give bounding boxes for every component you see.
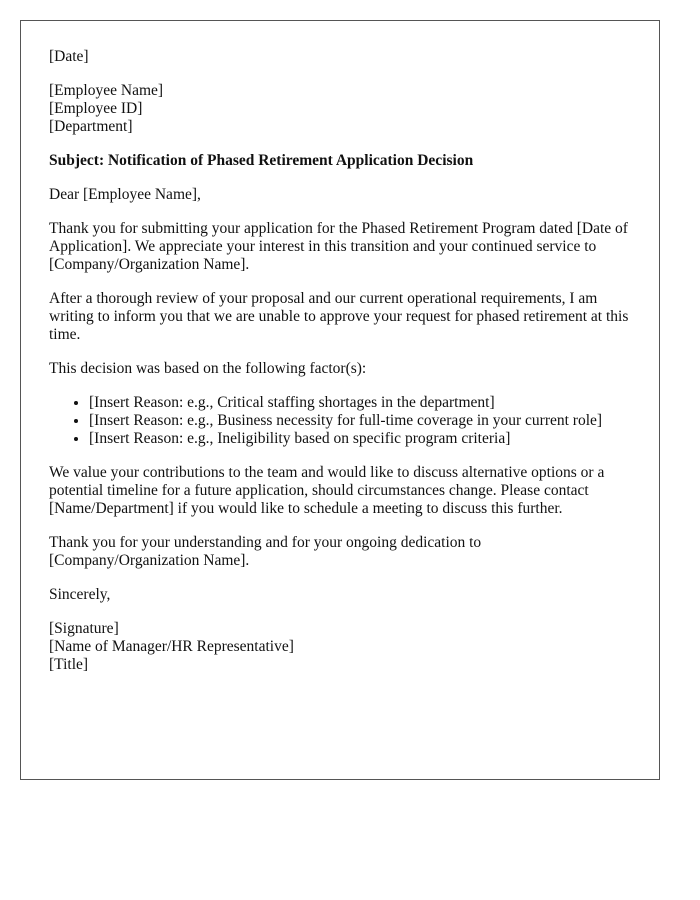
letter-page [20,20,660,780]
paragraph-alternatives: We value your contributions to the team and would like to discuss alternative options or a potential timeline for a future application, should circumstances change. Please contact [Name/Department] if you would like to schedule a meeting to discuss this further. [49,464,605,517]
recipient-name: [Employee Name] [49,82,164,99]
paragraph-intro: Thank you for submitting your application for the Phased Retirement Program dated [Date of Application]. We appreciate your interest in this transition and your continued service to [Company/Organization Name]. [49,220,628,273]
paragraph-decision: After a thorough review of your proposal and our current operational requirements, I am writing to inform you that we are unable to approve your request for phased retirement at this time. [49,290,629,343]
signature-placeholder: [Signature] [49,620,119,637]
signer-title: [Title] [49,656,89,673]
reason-item: • [Insert Reason: e.g., Ineligibility based on specific program criteria] [89,430,631,448]
recipient-block [49,82,631,136]
date-line: [Date] [49,48,89,65]
reason-item: • [Insert Reason: e.g., Business necessity for full-time coverage in your current role] [89,412,631,430]
subject-line: Subject: Notification of Phased Retirement Application Decision [49,152,474,169]
recipient-id: [Employee ID] [49,100,143,117]
reason-item: • [Insert Reason: e.g., Critical staffing shortages in the department] [89,394,631,412]
paragraph-thanks: Thank you for your understanding and for your ongoing dedication to [Company/Organization Name]. [49,534,482,569]
reasons-list [49,394,631,448]
salutation: Dear [Employee Name], [49,186,201,203]
signature-block [49,620,631,674]
reasons-intro: This decision was based on the following factor(s): [49,360,367,377]
recipient-department: [Department] [49,118,133,135]
closing: Sincerely, [49,586,111,603]
signer-name: [Name of Manager/HR Representative] [49,638,294,655]
